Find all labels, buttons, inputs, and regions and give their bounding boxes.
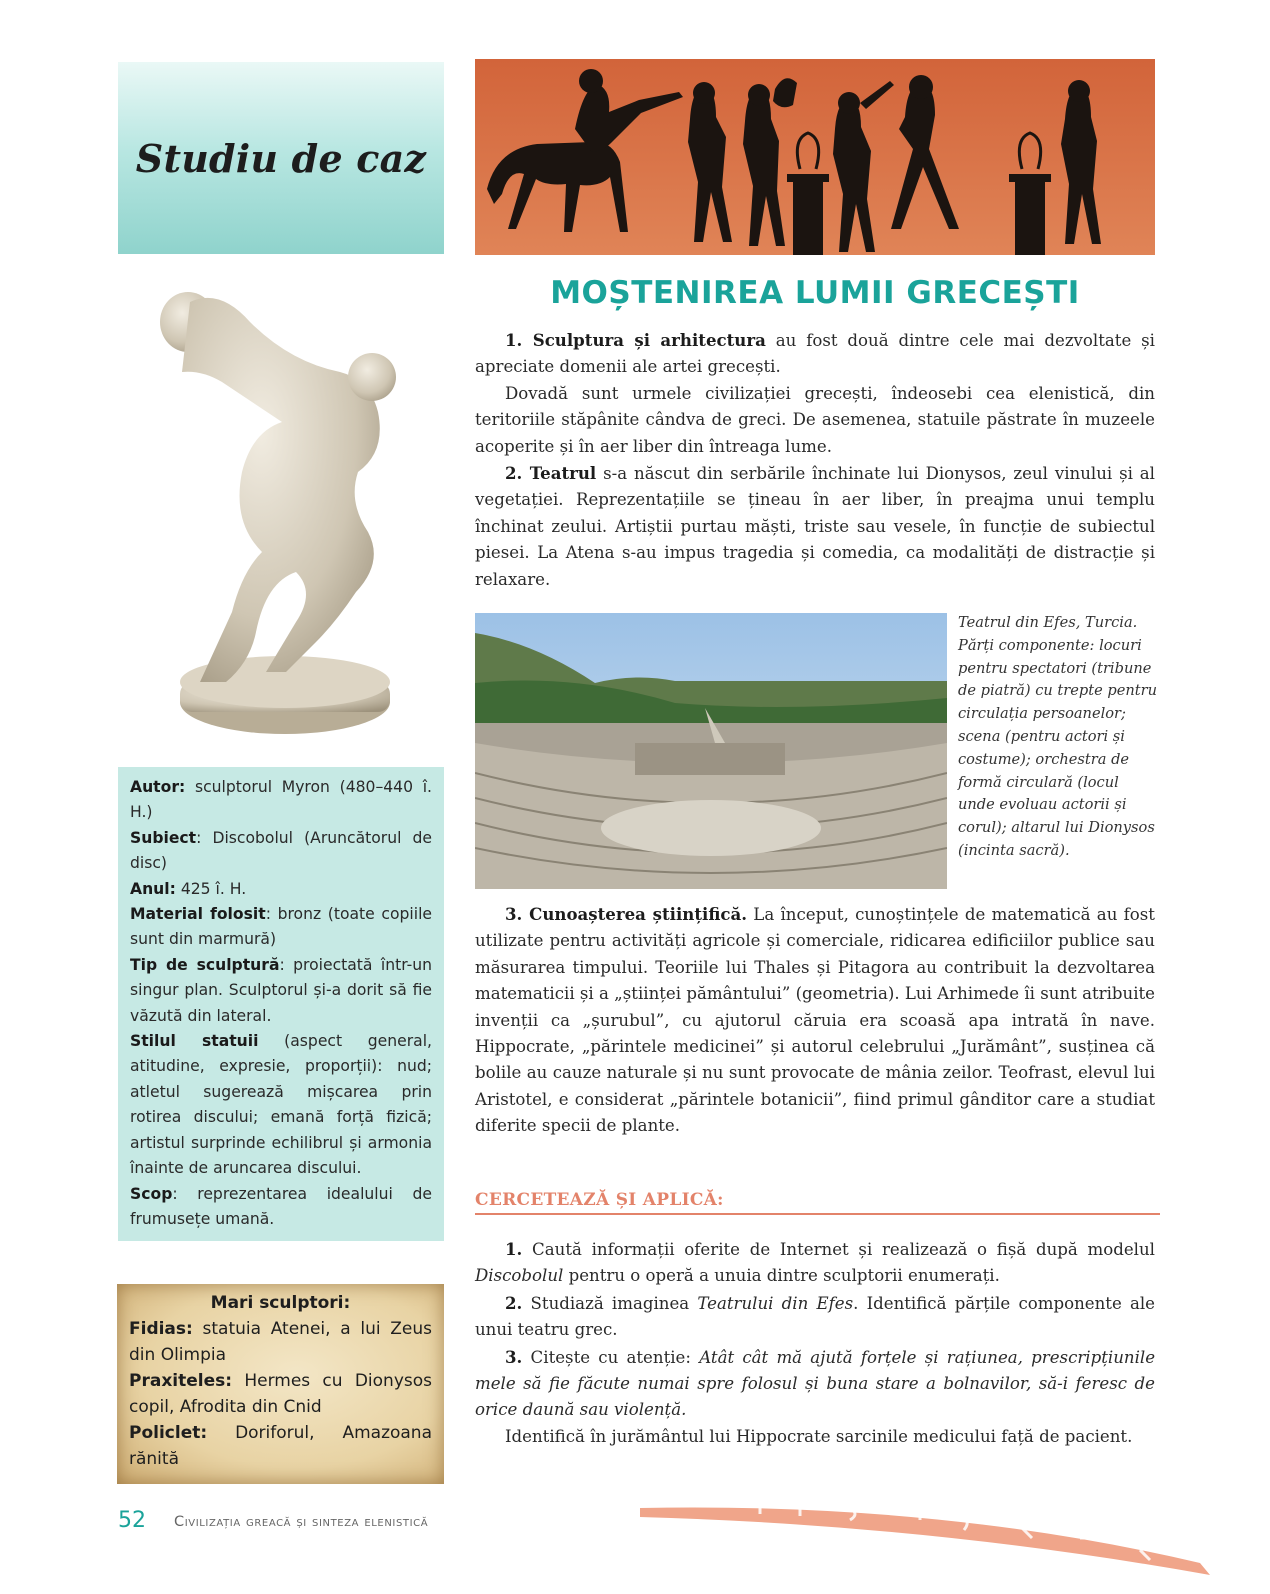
greek-vase-banner-image	[475, 59, 1155, 255]
info-purpose: Scop: reprezentarea idealului de frumusețe umană.	[130, 1184, 432, 1228]
paragraph-evidence: Dovadă sunt urmele civilizației grecești, îndeosebi cea elenistică, din teritoriile stăpânite cândva de greci. De asemenea, statuile păstrate în muzeele acoperite și în aer liber din întreaga lume.	[475, 383, 1155, 456]
statue-info-panel	[118, 767, 444, 1241]
sections-1-2	[475, 327, 1155, 593]
info-style: Stilul statuii (aspect general, atitudine, expresie, proporții): nud; atletul sugerează mișcarea prin rotirea discului; emană forță fizică; artistul surprinde echilibrul și armonia înainte de aruncarea discului.	[130, 1032, 432, 1178]
case-study-box	[118, 62, 444, 254]
great-sculptors-box	[117, 1284, 444, 1484]
section-3	[475, 901, 1155, 1140]
theatre-caption: Teatrul din Efes, Turcia. Părți componente: locuri pentru spectatori (tribune de piatră) cu trepte pentru circulația persoanelor; scena (pentru actori și costume); orchestra de formă circulară (locul unde evoluau actorii și corul); altarul lui Dionysos (incinta sacră).	[958, 614, 1157, 859]
chapter-title: Civilizația greacă și sinteza elenistică	[174, 1514, 429, 1530]
info-author: Autor: sculptorul Myron (480–440 î. H.)	[130, 778, 432, 822]
research-tasks	[475, 1236, 1155, 1450]
task-item: 3. Citește cu atenție: Atât cât mă ajută forțele și rațiunea, prescripțiunile mele să fie făcute numai spre folosul și buna stare a bolnavilor, să-i feresc de orice daună sau violență.	[475, 1346, 1156, 1420]
info-subject: Subiect: Discobolul (Aruncătorul de disc)	[130, 828, 432, 873]
research-heading: CERCETEAZĂ ȘI APLICĂ:	[475, 1190, 1160, 1215]
task-item: 2. Studiază imaginea Teatrului din Efes. Identifică părțile componente ale unui teatru grec.	[475, 1292, 1155, 1340]
paragraph-sculpture: 1. Sculptura și arhitectura au fost două dintre cele mai dezvoltate și apreciate domenii ale artei grecești.	[475, 330, 1155, 377]
sculptor-item: Fidias: statuia Atenei, a lui Zeus din Olimpia	[129, 1319, 432, 1365]
paragraph-science: 3. Cunoașterea științifică. La început, cunoștințele de matematică au fost utilizate pentru activități agricole și comerciale, ridicarea edificiilor publice sau măsurarea timpului. Teoriile lui Thales și Pitagora au contribuit la dezvoltarea matematicii și a „științei pământului” (geometria). Lui Arhimede îi sunt atribuite invenții ca „șurubul”, cu ajutorul căruia era scoasă apa intrată în nave. Hippocrate, „părintele medicinei” și autorul celebrului „Jurământ”, susținea că bolile au cauze naturale și nu sunt provocate de mânia zeilor. Teofrast, elevul lui Aristotel, e considerat „părintele botanicii”, fiind primul gânditor care a studiat diferite specii de plante.	[475, 904, 1155, 1136]
task-item: 1. Caută informații oferite de Internet și realizează o fișă după modelul Discobolul pentru o operă a unuia dintre sculptorii enumerați.	[475, 1239, 1155, 1286]
page-title: MOȘTENIREA LUMII GRECEȘTI	[550, 275, 1080, 311]
paragraph-theatre: 2. Teatrul s-a născut din serbările închinate lui Dionysos, zeul vinului și al vegetației. Reprezentațiile se țineau în aer liber, în preajma unui templu închinat zeului. Artiștii purtau măști, triste sau vesele, în funcție de subiectul piesei. La Atena s-au impus tragedia și comedia, ca modalități de distracție și relaxare.	[475, 463, 1155, 589]
case-study-title: Studiu de caz	[135, 135, 427, 181]
footer-ornament-image	[640, 1500, 1240, 1580]
task-item: Identifică în jurământul lui Hippocrate sarcinile medicului față de pacient.	[505, 1426, 1133, 1446]
page-number: 52	[118, 1508, 146, 1533]
info-type: Tip de sculptură: proiectată într-un singur plan. Sculptorul și-a dorit să fie văzută din lateral.	[130, 955, 432, 1025]
discobolus-statue-image	[150, 282, 420, 762]
sculptors-heading: Mari sculptori:	[210, 1293, 351, 1313]
ephesus-theatre-photo	[475, 613, 947, 889]
sculptor-item: Praxiteles: Hermes cu Dionysos copil, Afrodita din Cnid	[129, 1371, 432, 1417]
info-material: Material folosit: bronz (toate copiile sunt din marmură)	[130, 905, 432, 949]
sculptor-item: Policlet: Doriforul, Amazoana rănită	[129, 1423, 432, 1469]
info-year: Anul: 425 î. H.	[130, 879, 247, 898]
